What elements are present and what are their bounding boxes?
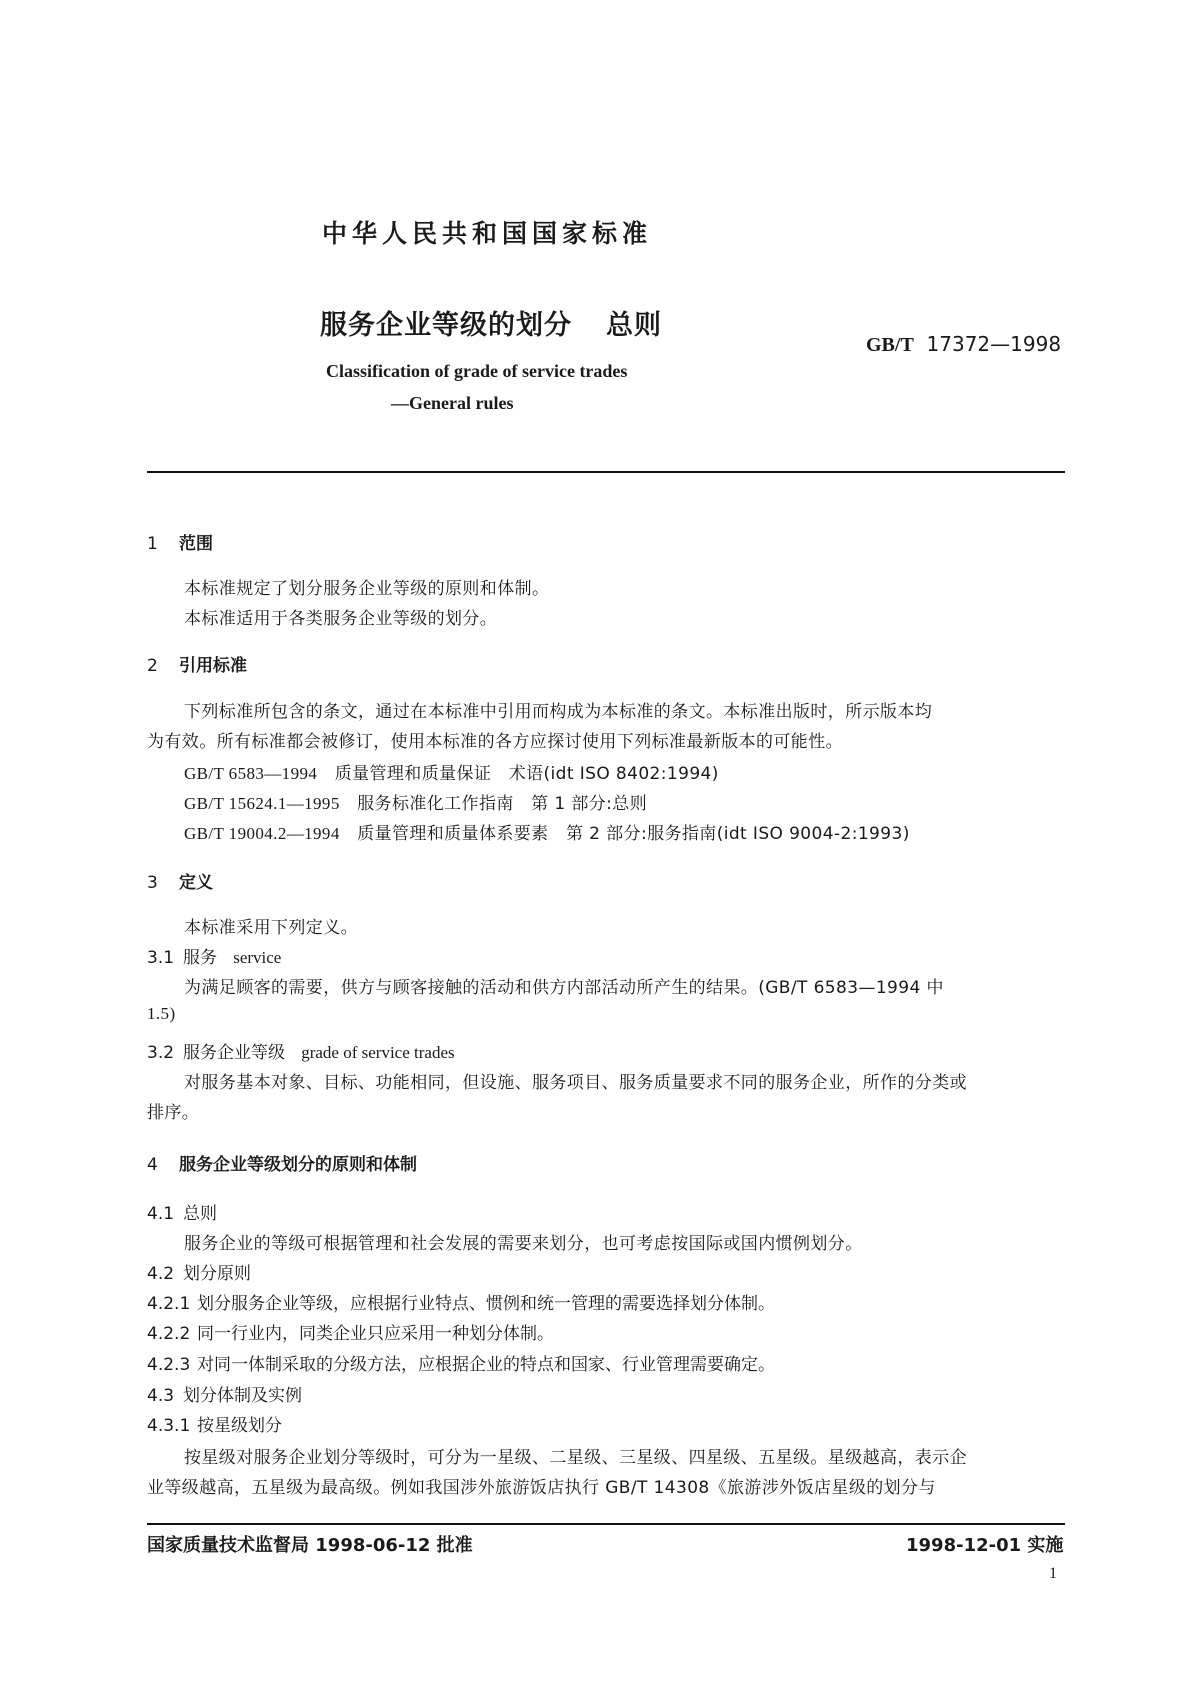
clause-number: 4.3.1 — [147, 1416, 191, 1436]
section-3-heading — [147, 868, 213, 893]
section-number: 3 — [147, 873, 158, 893]
subsection-title: 划分原则 — [183, 1264, 251, 1284]
paragraph-line: 按星级对服务企业划分等级时，可分为一星级、二星级、三星级、四星级、五星级。星级越高，表示企 — [184, 1448, 967, 1468]
section-number: 4 — [147, 1155, 158, 1175]
subsection-number: 4.1 — [147, 1204, 175, 1224]
paragraph-line: 业等级越高，五星级为最高级。例如我国涉外旅游饭店执行 GB/T 14308《旅游涉外饭店星级的划分与 — [147, 1478, 936, 1498]
definition-3-2-heading — [147, 1038, 455, 1063]
paragraph-line: 1.5) — [147, 1004, 176, 1023]
section-title: 服务企业等级划分的原则和体制 — [179, 1155, 417, 1175]
page-number: 1 — [1049, 1565, 1057, 1582]
paragraph-line: 对服务基本对象、目标、功能相同，但设施、服务项目、服务质量要求不同的服务企业，所作的分类或 — [184, 1073, 967, 1093]
section-number: 1 — [147, 534, 158, 554]
chinese-title-sub: 总则 — [606, 310, 662, 341]
section-4-heading — [147, 1150, 417, 1175]
clause-title: 按星级划分 — [197, 1416, 282, 1436]
definition-term-en: grade of service trades — [301, 1043, 455, 1062]
section-1-heading — [147, 529, 213, 554]
chinese-title — [320, 303, 662, 342]
clause-4-2-2 — [147, 1319, 554, 1344]
reference-item — [184, 789, 647, 814]
subsection-number: 4.2 — [147, 1264, 175, 1284]
clause-number: 4.2.2 — [147, 1324, 191, 1344]
section-number: 2 — [147, 656, 158, 676]
section-title: 引用标准 — [179, 656, 247, 676]
paragraph: 本标准采用下列定义。 — [184, 918, 358, 938]
section-title: 定义 — [179, 873, 213, 893]
header-divider — [147, 471, 1065, 473]
subsection-title: 总则 — [183, 1204, 217, 1224]
subsection-title: 划分体制及实例 — [183, 1386, 302, 1406]
definition-term: 服务企业等级 — [183, 1043, 285, 1063]
clause-4-2-3 — [147, 1350, 775, 1375]
footer-divider — [147, 1523, 1065, 1525]
reference-item — [184, 759, 719, 784]
clause-number: 4.2.1 — [147, 1294, 191, 1314]
definition-3-1-heading — [147, 943, 281, 968]
subsection-number: 3.1 — [147, 948, 175, 968]
standard-code — [866, 332, 1061, 357]
subsection-4-1-heading — [147, 1199, 217, 1224]
approval-note: 国家质量技术监督局 1998-06-12 批准 — [147, 1535, 473, 1556]
english-title: Classification of grade of service trades — [326, 361, 628, 381]
paragraph-line: 为满足顾客的需要，供方与顾客接触的活动和供方内部活动所产生的结果。(GB/T 6583—1994 中 — [184, 978, 944, 998]
subsection-number: 3.2 — [147, 1043, 175, 1063]
definition-term: 服务 — [183, 948, 217, 968]
paragraph-line: 下列标准所包含的条文，通过在本标准中引用而构成为本标准的条文。本标准出版时，所示版本均 — [184, 702, 933, 722]
clause-4-3-1 — [147, 1411, 282, 1436]
chinese-title-main: 服务企业等级的划分 — [320, 310, 572, 341]
reference-code: GB/T 15624.1—1995 — [184, 794, 340, 813]
section-title: 范围 — [179, 534, 213, 554]
paragraph: 本标准适用于各类服务企业等级的划分。 — [184, 609, 498, 629]
clause-number: 4.2.3 — [147, 1355, 191, 1375]
clause-text: 对同一体制采取的分级方法，应根据企业的特点和国家、行业管理需要确定。 — [197, 1355, 775, 1375]
clause-text: 划分服务企业等级，应根据行业特点、惯例和统一管理的需要选择划分体制。 — [197, 1294, 775, 1314]
reference-title: 质量管理和质量保证 术语(idt ISO 8402:1994) — [334, 764, 719, 784]
subsection-number: 4.3 — [147, 1386, 175, 1406]
clause-text: 同一行业内，同类企业只应采用一种划分体制。 — [197, 1324, 554, 1344]
reference-code: GB/T 19004.2—1994 — [184, 824, 340, 843]
definition-term-en: service — [233, 948, 282, 967]
english-subtitle: —General rules — [391, 393, 514, 413]
implementation-date: 1998-12-01 实施 — [906, 1535, 1064, 1556]
subsection-4-3-heading — [147, 1381, 302, 1406]
reference-code: GB/T 6583—1994 — [184, 764, 318, 783]
paragraph: 服务企业的等级可根据管理和社会发展的需要来划分，也可考虑按国际或国内惯例划分。 — [184, 1234, 863, 1254]
paragraph-line: 排序。 — [147, 1103, 200, 1123]
standard-code-prefix: GB/T — [866, 334, 914, 356]
reference-item — [184, 819, 910, 844]
reference-title: 质量管理和质量体系要素 第 2 部分:服务指南(idt ISO 9004-2:1993) — [357, 824, 910, 844]
paragraph: 本标准规定了划分服务企业等级的原则和体制。 — [184, 579, 550, 599]
section-2-heading — [147, 651, 247, 676]
paragraph-line: 为有效。所有标准都会被修订，使用本标准的各方应探讨使用下列标准最新版本的可能性。 — [147, 732, 843, 752]
national-standard-heading: 中华人民共和国国家标准 — [322, 219, 653, 248]
subsection-4-2-heading — [147, 1259, 251, 1284]
standard-code-number: 17372—1998 — [926, 332, 1062, 356]
clause-4-2-1 — [147, 1289, 775, 1314]
reference-title: 服务标准化工作指南 第 1 部分:总则 — [357, 794, 648, 814]
